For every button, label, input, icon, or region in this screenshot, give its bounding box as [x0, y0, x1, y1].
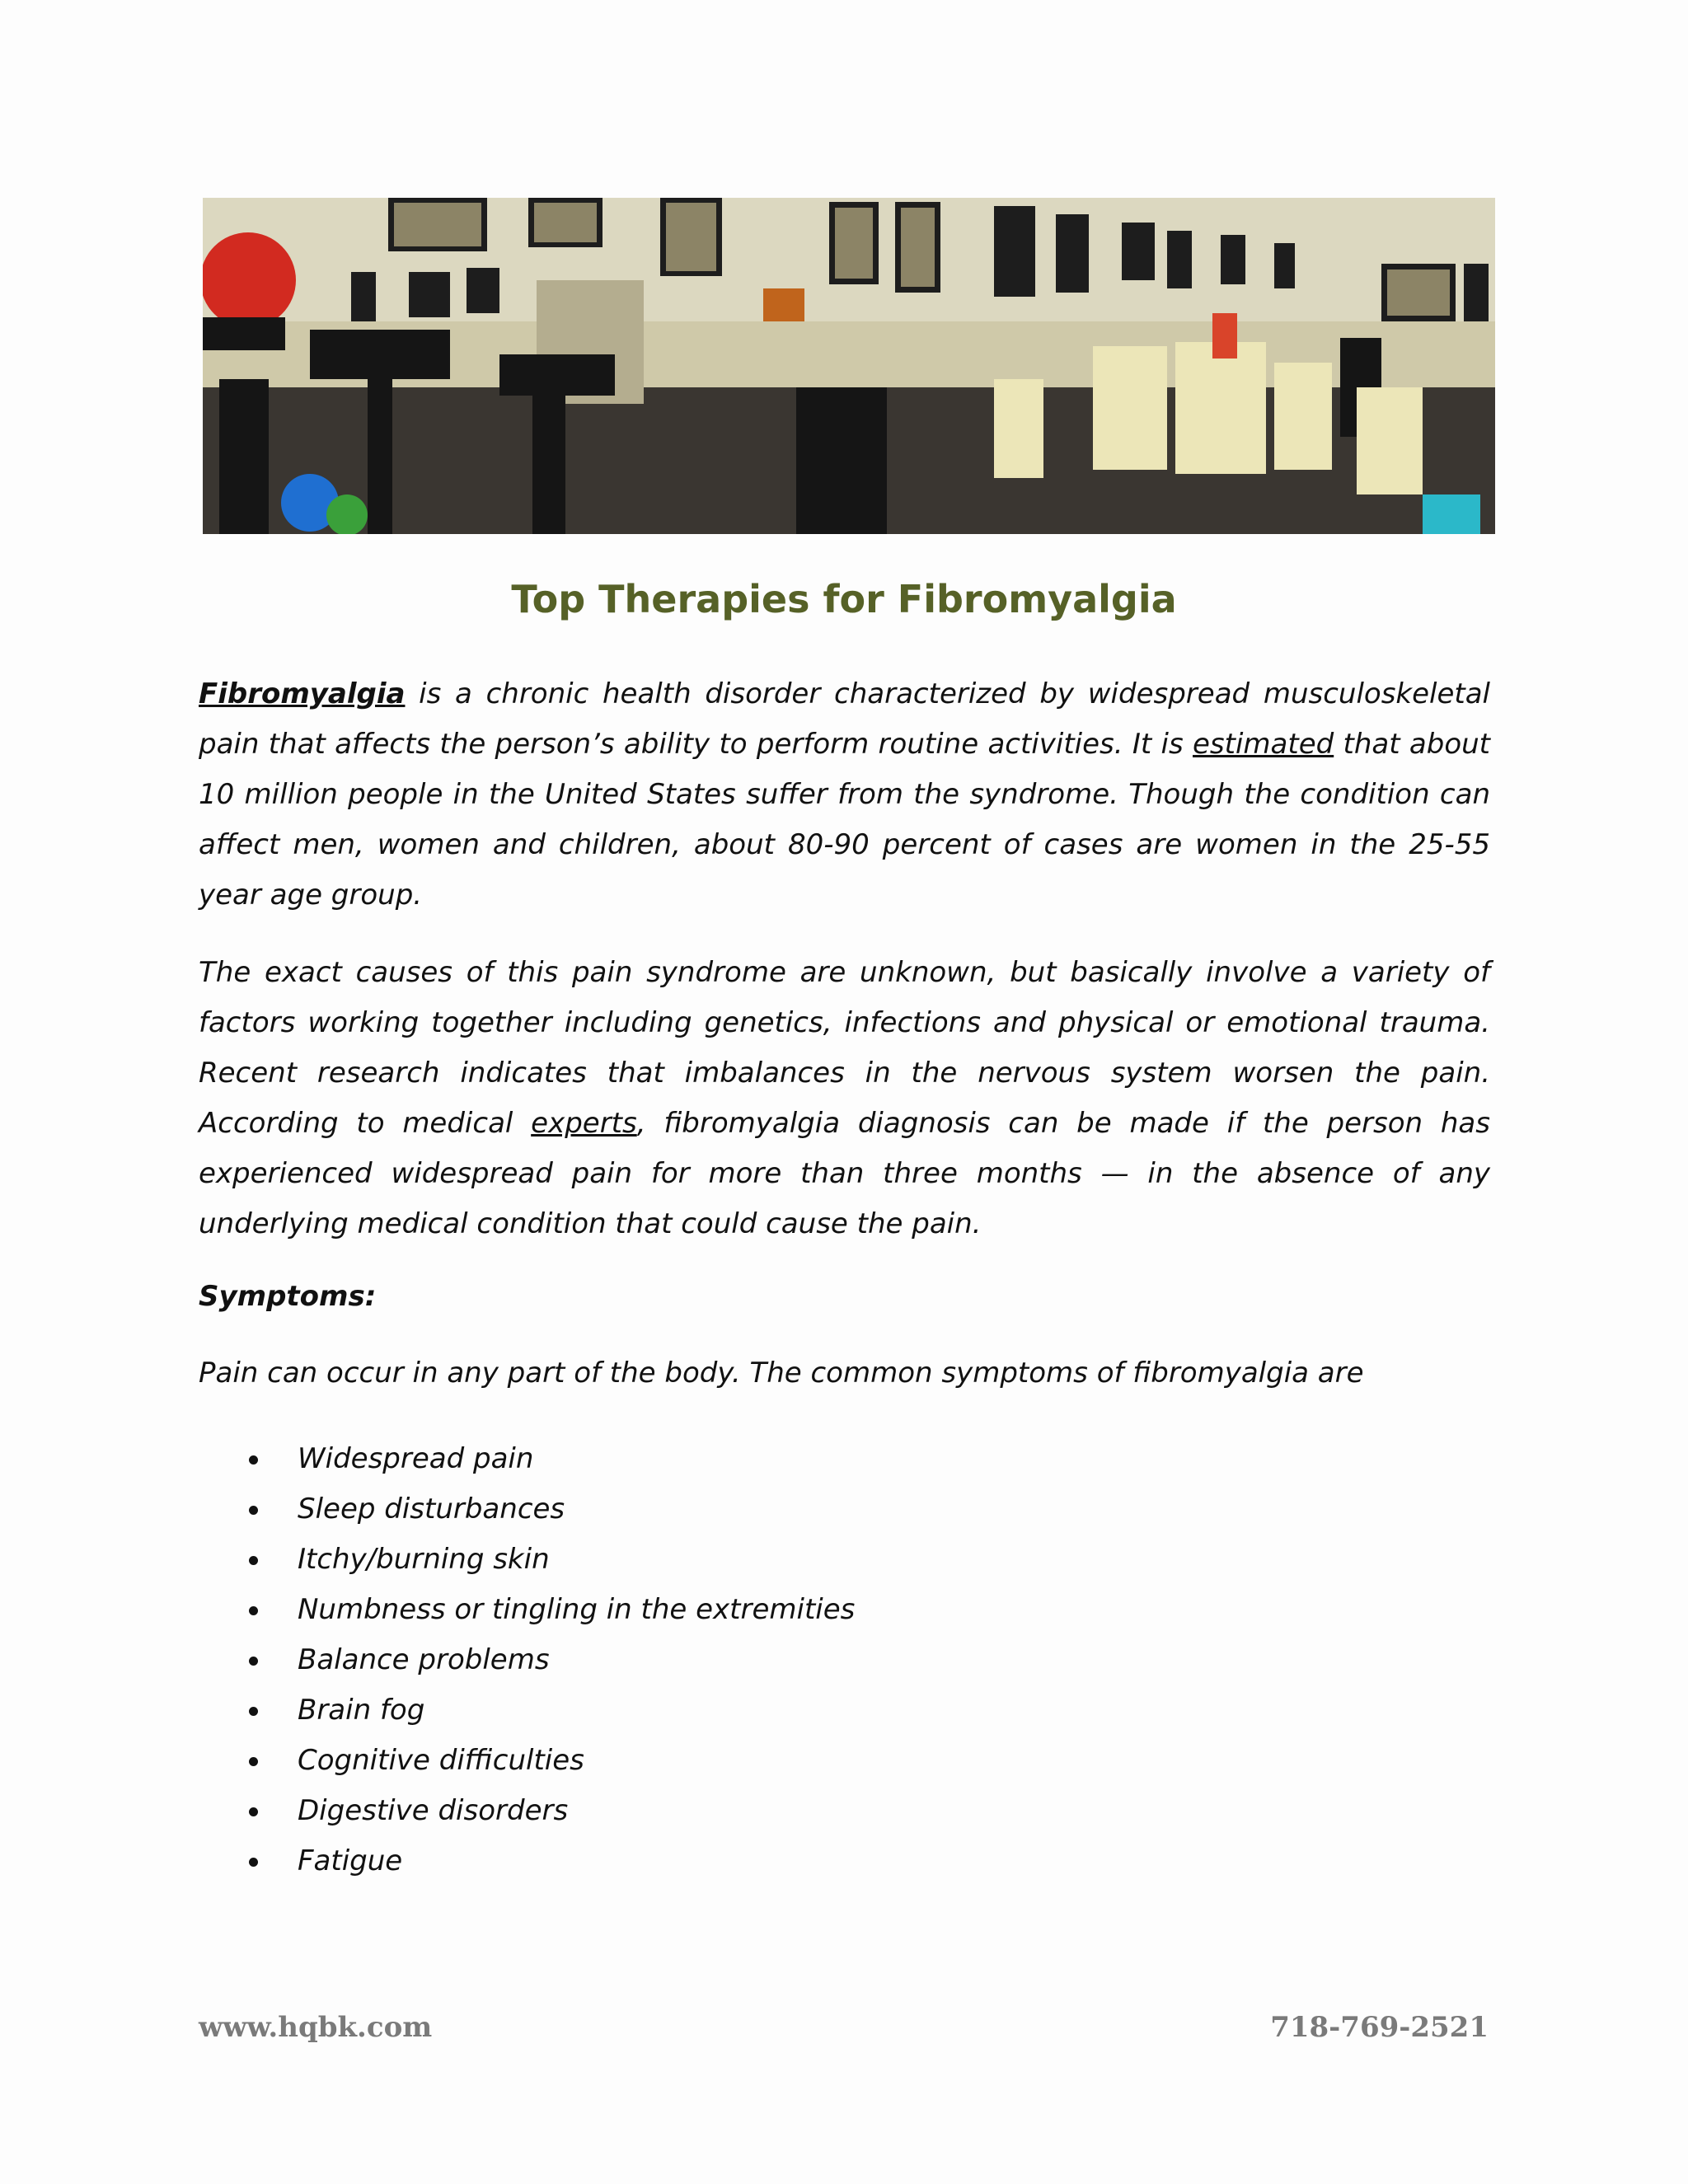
list-item: [0, 1736, 855, 1786]
gym-photo-illustration: [203, 198, 1495, 534]
symptom-label: Numbness or tingling in the extremities: [298, 1593, 856, 1626]
intro-paragraph: [199, 669, 1490, 921]
list-item: [0, 1786, 855, 1836]
symptom-label: Cognitive difficulties: [298, 1744, 584, 1777]
list-item: [0, 1484, 855, 1535]
list-item: [0, 1836, 855, 1886]
symptom-label: Itchy/burning skin: [298, 1543, 550, 1576]
clinic-gym-photo: [203, 198, 1495, 534]
bullet-icon: [249, 1455, 258, 1465]
bullet-icon: [249, 1757, 258, 1766]
bullet-icon: [249, 1556, 258, 1565]
symptom-label: Widespread pain: [298, 1442, 534, 1475]
page-title: Top Therapies for Fibromyalgia: [511, 577, 1177, 621]
symptom-label: Sleep disturbances: [298, 1493, 565, 1526]
bullet-icon: [249, 1606, 258, 1615]
symptom-label: Brain fog: [298, 1694, 425, 1727]
estimated-link[interactable]: estimated: [1193, 728, 1334, 761]
causes-paragraph: [199, 948, 1490, 1249]
fibromyalgia-link[interactable]: Fibromyalgia: [199, 677, 406, 710]
paragraph-text: , fibromyalgia diagnosis can be made if the person has experienced widespread pain for more than three months — in the absence of any underlying medical condition that could cause the pain.: [199, 1107, 1490, 1240]
list-item: [0, 1434, 855, 1484]
bullet-icon: [249, 1858, 258, 1867]
symptom-label: Balance problems: [298, 1643, 550, 1676]
bullet-icon: [249, 1807, 258, 1816]
bullet-icon: [249, 1506, 258, 1515]
symptom-label: Digestive disorders: [298, 1794, 569, 1827]
symptom-label: Fatigue: [298, 1844, 403, 1877]
list-item: [0, 1535, 855, 1585]
list-item: [0, 1585, 855, 1635]
footer-phone: 718-769-2521: [1270, 2011, 1489, 2044]
bullet-icon: [249, 1707, 258, 1716]
list-item: [0, 1635, 855, 1685]
experts-link[interactable]: experts: [531, 1107, 637, 1140]
paragraph-text: The exact causes of this pain syndrome are unknown, but basically involve a variety of factors working together including genetics, infections and physical or emotional trauma. Recent research indicates that imbalances in the nervous system worsen the pain. According to medical: [199, 956, 1490, 1140]
paragraph-text: that about 10 million people in the United States suffer from the syndrome. Though the condition can affect men, women and children, about 80-90 percent of cases are women in the 25-55 year age group.: [199, 728, 1490, 912]
symptoms-list: [0, 1434, 855, 1886]
paragraph-text: is a chronic health disorder characterized by widespread musculoskeletal pain that affects the person’s ability to perform routine activities. It is: [199, 677, 1490, 761]
list-item: [0, 1685, 855, 1736]
footer-website[interactable]: www.hqbk.com: [199, 2011, 433, 2044]
symptoms-heading: Symptoms:: [199, 1280, 377, 1313]
bullet-icon: [249, 1657, 258, 1666]
symptoms-intro: Pain can occur in any part of the body. The common symptoms of fibromyalgia are: [199, 1357, 1364, 1390]
